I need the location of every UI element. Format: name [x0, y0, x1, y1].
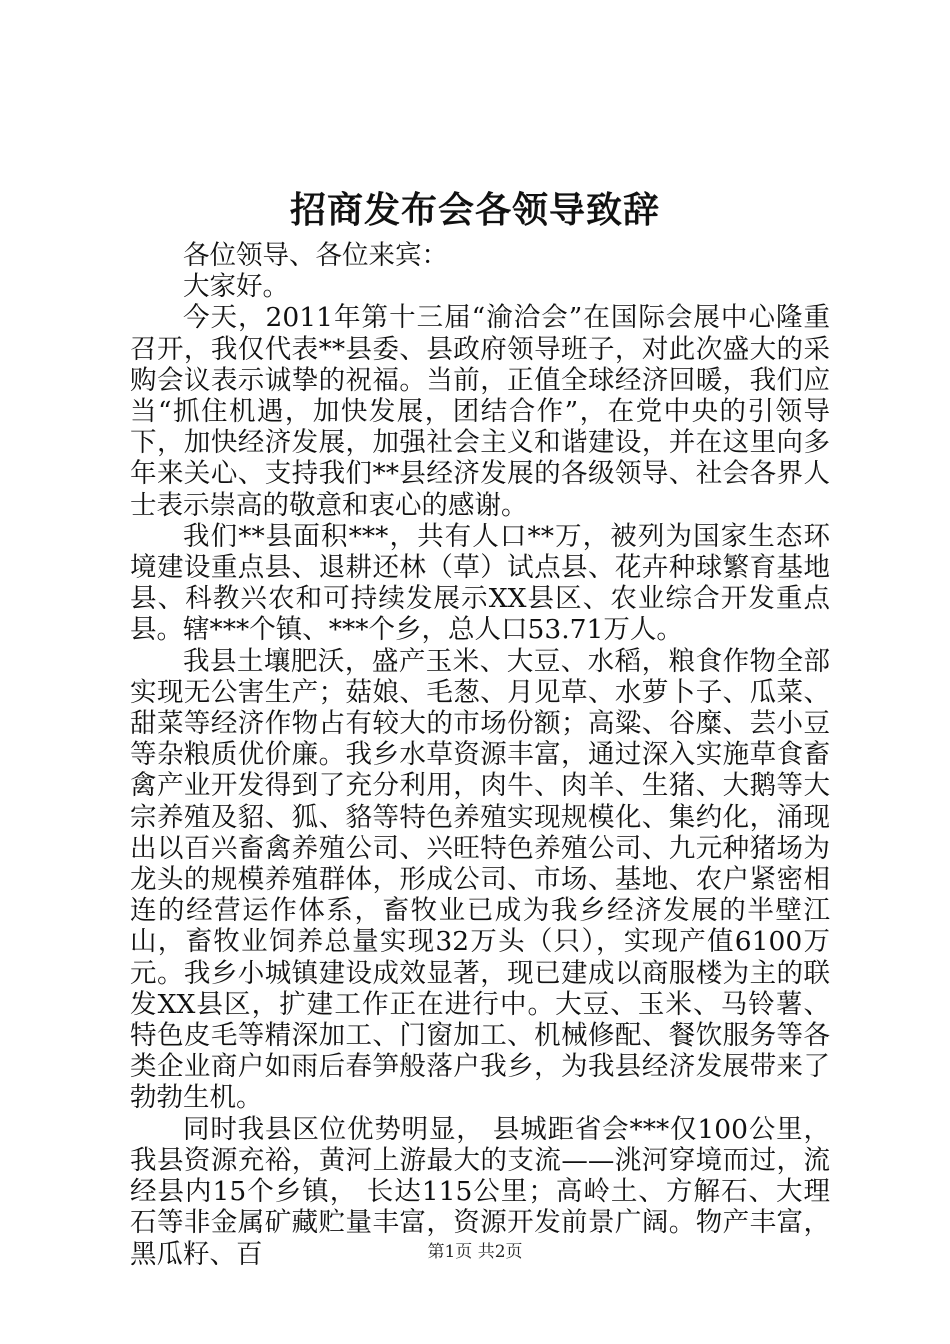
document-body [130, 240, 830, 1270]
paragraph-county-overview: 我们**县面积***，共有人口**万，被列为国家生态环境建设重点县、退耕还林（草）试点县、花卉种球繁育基地县、科教兴农和可持续发展示XX县区、农业综合开发重点县。辖***个镇、***个乡，总人口53.71万人。 [130, 520, 830, 646]
greeting: 大家好。 [183, 271, 289, 303]
page-number-footer: 第1页 共2页 [427, 1242, 523, 1262]
paragraph-location-resources: 同时我县区位优势明显， 县城距省会***仅100公里，我县资源充裕，黄河上游最大的支流——洮河穿境而过，流经县内15个乡镇， 长达115公里；高岭土、方解石、大理石等非金属矿藏贮量丰富，资源开发前景广阔。物产丰富，黑瓜籽、百 [130, 1113, 830, 1270]
paragraph-agriculture: 我县土壤肥沃，盛产玉米、大豆、水稻，粮食作物全部实现无公害生产；菇娘、毛葱、月见草、水萝卜子、瓜菜、甜菜等经济作物占有较大的市场份额；高粱、谷糜、芸小豆等杂粮质优价廉。我乡水草资源丰富，通过深入实施草食畜禽产业开发得到了充分利用，肉牛、肉羊、生猪、大鹅等大宗养殖及貂、狐、貉等特色养殖实现规模化、集约化，涌现出以百兴畜禽养殖公司、兴旺特色养殖公司、九元种猪场为龙头的规模养殖群体，形成公司、市场、基地、农户紧密相连的经营运作体系，畜牧业已成为我乡经济发展的半壁江山，畜牧业饲养总量实现32万头（只），实现产值6100万元。我乡小城镇建设成效显著，现已建成以商服楼为主的联发XX县区，扩建工作正在进行中。大豆、玉米、马铃薯、特色皮毛等精深加工、门窗加工、机械修配、餐饮服务等各类企业商户如雨后春笋般落户我乡，为我县经济发展带来了勃勃生机。 [130, 645, 830, 1114]
paragraph-opening: 今天，2011年第十三届“渝洽会”在国际会展中心隆重召开，我仅代表**县委、县政府领导班子，对此次盛大的采购会议表示诚挚的祝福。当前，正值全球经济回暖，我们应当“抓住机遇，加快发展，团结合作”，在党中央的引领导下，加快经济发展，加强社会主义和谐建设，并在这里向多年来关心、支持我们**县经济发展的各级领导、社会各界人士表示崇高的敬意和衷心的感谢。 [130, 302, 830, 521]
salutation: 各位领导、各位来宾： [183, 240, 448, 271]
document-title: 招商发布会各领导致辞 [289, 189, 660, 231]
